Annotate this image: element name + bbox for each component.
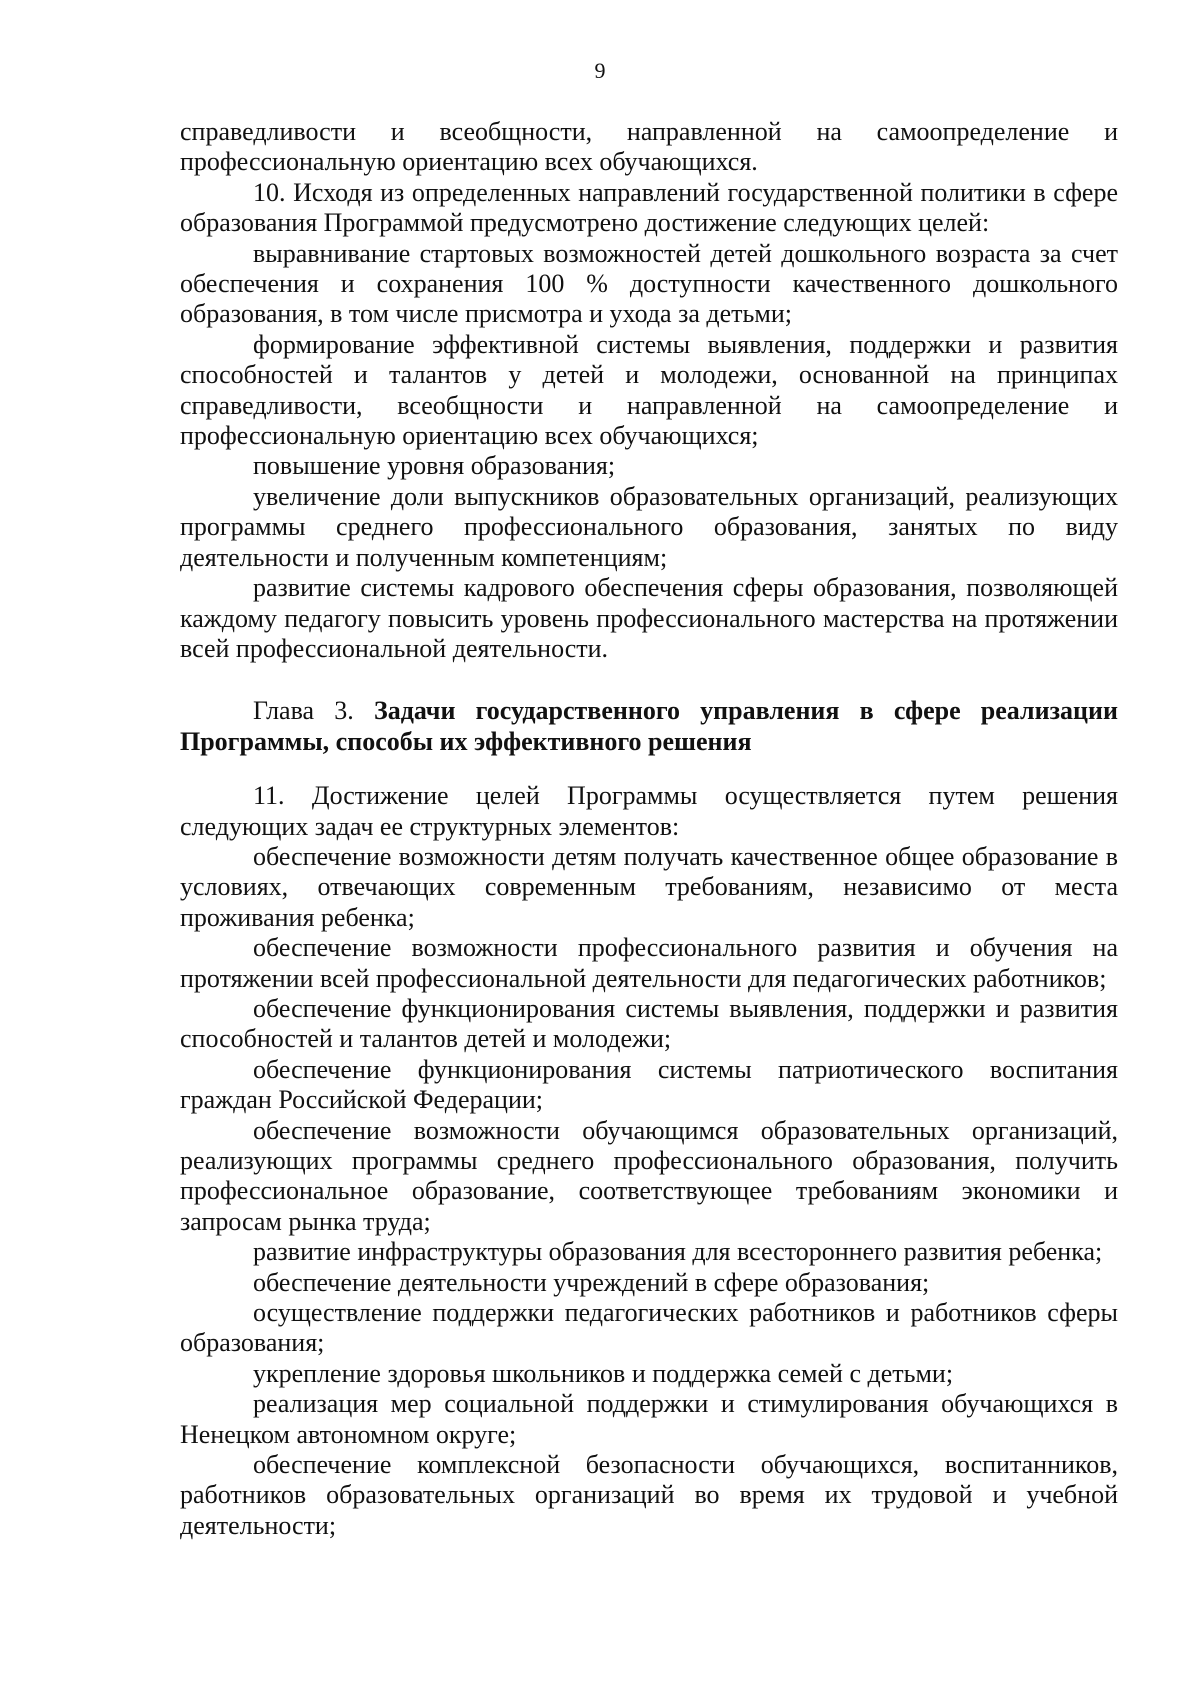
paragraph: выравнивание стартовых возможностей детей дошкольного возраста за счет обеспечения и сохранения 100 % доступности качественного дошкольного образования, в том числе присмотра и ухода за детьми; <box>180 238 1118 329</box>
paragraph: повышение уровня образования; <box>253 451 616 481</box>
paragraph: обеспечение возможности детям получать качественное общее образование в условиях, отвечающих современным требованиям, независимо от места проживания ребенка; <box>180 841 1118 932</box>
chapter-heading-prefix: Глава 3. <box>253 696 354 726</box>
paragraph: обеспечение деятельности учреждений в сфере образования; <box>253 1267 930 1297</box>
paragraph: развитие системы кадрового обеспечения сферы образования, позволяющей каждому педагогу повысить уровень профессионального мастерства на протяжении всей профессиональной деятельности. <box>180 573 1118 663</box>
paragraph: укрепление здоровья школьников и поддержка семей с детьми; <box>253 1358 954 1388</box>
paragraph: обеспечение комплексной безопасности обучающихся, воспитанников, работников образовательных организаций во время их трудовой и учебной деятельности; <box>180 1450 1118 1540</box>
document-body <box>180 117 1118 1541</box>
paragraph: обеспечение возможности обучающимся образовательных организаций, реализующих программы среднего профессионального образования, получить профессиональное образование, соответствующее требованиям экономики и запросам рынка труда; <box>180 1115 1118 1236</box>
paragraph: реализация мер социальной поддержки и стимулирования обучающихся в Ненецком автономном округе; <box>180 1389 1118 1449</box>
chapter-heading <box>180 696 1118 757</box>
paragraph: осуществление поддержки педагогических работников и работников сферы образования; <box>180 1298 1118 1358</box>
chapter-heading-title: Задачи государственного управления в сфере реализации Программы, способы их эффективного решения <box>180 696 1118 756</box>
paragraph: справедливости и всеобщности, направленной на самоопределение и профессиональную ориентацию всех обучающихся. <box>180 117 1118 177</box>
paragraph: 11. Достижение целей Программы осуществляется путем решения следующих задач ее структурных элементов: <box>180 781 1118 841</box>
paragraph: обеспечение функционирования системы патриотического воспитания граждан Российской Федерации; <box>180 1054 1118 1115</box>
paragraph: формирование эффективной системы выявления, поддержки и развития способностей и талантов у детей и молодежи, основанной на принципах справедливости, всеобщности и направленной на самоопределение и профессиональную ориентацию всех обучающихся; <box>180 329 1118 451</box>
page-number: 9 <box>594 58 606 83</box>
paragraph: развитие инфраструктуры образования для всестороннего развития ребенка; <box>253 1237 1103 1267</box>
paragraph: обеспечение возможности профессионального развития и обучения на протяжении всей профессиональной деятельности для педагогических работников; <box>180 933 1118 993</box>
paragraph: обеспечение функционирования системы выявления, поддержки и развития способностей и талантов детей и молодежи; <box>180 993 1118 1054</box>
paragraph: 10. Исходя из определенных направлений государственной политики в сфере образования Программой предусмотрено достижение следующих целей: <box>180 177 1118 238</box>
paragraph: увеличение доли выпускников образовательных организаций, реализующих программы среднего профессионального образования, занятых по виду деятельности и полученным компетенциям; <box>180 481 1118 572</box>
